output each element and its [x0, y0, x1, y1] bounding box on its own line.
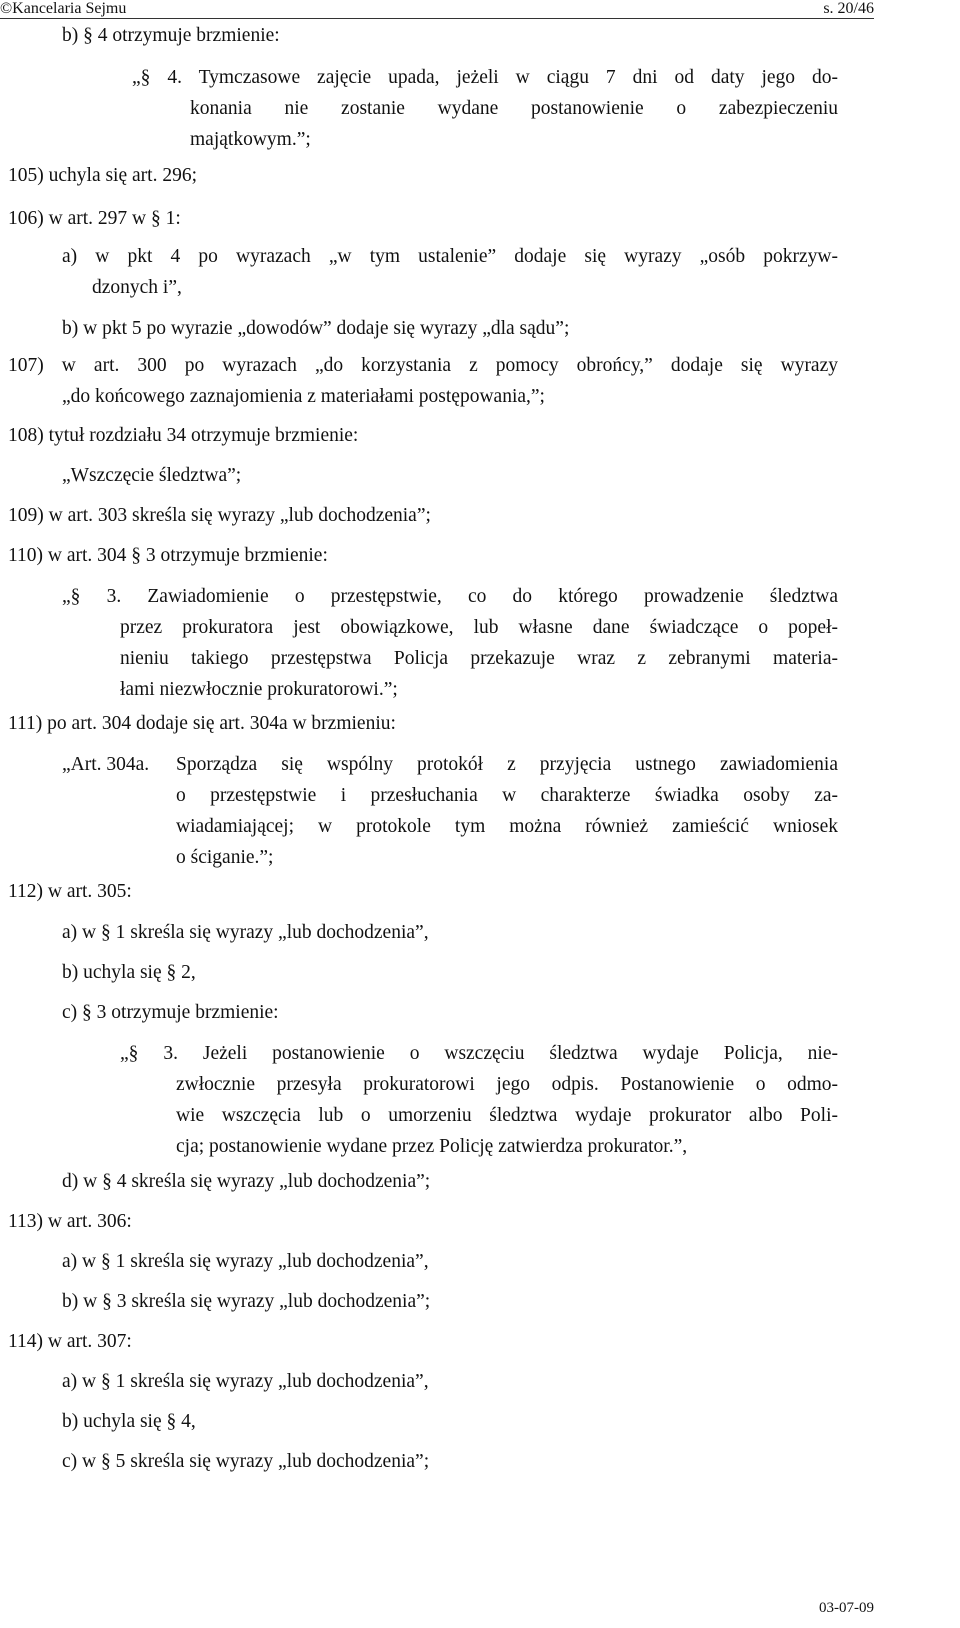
list-item: 114) w art. 307: [8, 1331, 132, 1352]
text-line: łami niezwłocznie prokuratorowi.”; [120, 679, 398, 700]
text-line: Sporządza się wspólny protokół z przyjęcia ustnego zawiadomienia [176, 754, 838, 775]
header-publisher: ©Kancelaria Sejmu [0, 0, 127, 17]
text-line: „do końcowego zaznajomienia z materiałami postępowania,”; [62, 386, 545, 407]
quote-block [120, 1038, 838, 1069]
list-item: 106) w art. 297 w § 1: [8, 208, 181, 229]
quoted-title: „Wszczęcie śledztwa”; [62, 465, 242, 486]
text-line: „§ 3. Zawiadomienie o przestępstwie, co do którego prowadzenie śledztwa [62, 586, 838, 607]
list-item: 112) w art. 305: [8, 881, 132, 902]
sub-item: c) § 3 otrzymuje brzmienie: [62, 1002, 279, 1023]
text-line: wie wszczęcia lub o umorzeniu śledztwa wydaje prokurator albo Poli- [176, 1105, 838, 1126]
sub-item: a) w § 1 skreśla się wyrazy „lub dochodzenia”, [62, 922, 429, 943]
text-line: konania nie zostanie wydane postanowienie o zabezpieczeniu [190, 98, 838, 119]
sub-item: c) w § 5 skreśla się wyrazy „lub dochodzenia”; [62, 1451, 430, 1472]
text-line: o ściganie.”; [176, 847, 274, 868]
quote-block [176, 749, 838, 873]
text-line: cja; postanowienie wydane przez Policję zatwierdza prokurator.”, [176, 1136, 688, 1157]
sub-item: b) uchyla się § 2, [62, 962, 196, 983]
text-line: o przestępstwie i przesłuchania w charakterze świadka osoby za- [176, 785, 838, 806]
sub-item: b) w pkt 5 po wyrazie „dowodów” dodaje się wyrazy „dla sądu”; [62, 318, 570, 339]
list-item [8, 350, 838, 381]
text-line: b) § 4 otrzymuje brzmienie: [62, 25, 280, 46]
sub-item: b) w § 3 skreśla się wyrazy „lub dochodzenia”; [62, 1291, 431, 1312]
text-line: a) w pkt 4 po wyrazach „w tym ustalenie” dodaje się wyrazy „osób pokrzyw- [62, 246, 838, 267]
sub-item: d) w § 4 skreśla się wyrazy „lub dochodzenia”; [62, 1171, 431, 1192]
header-page-number: s. 20/46 [823, 0, 874, 17]
sub-item [62, 241, 838, 272]
quote-block [132, 62, 838, 93]
list-item: 111) po art. 304 dodaje się art. 304a w brzmieniu: [8, 713, 396, 734]
text-line: zwłocznie przesyła prokuratorowi jego odpis. Postanowienie o odmo- [176, 1074, 838, 1095]
list-item: 113) w art. 306: [8, 1211, 132, 1232]
quote-block [62, 581, 838, 612]
text-line: 107) w art. 300 po wyrazach „do korzystania z pomocy obrońcy,” dodaje się wyrazy [8, 355, 838, 376]
text-line: „§ 4. Tymczasowe zajęcie upada, jeżeli w ciągu 7 dni od daty jego do- [132, 67, 838, 88]
footer-date: 03-07-09 [819, 1600, 874, 1616]
sub-item: b) uchyla się § 4, [62, 1411, 196, 1432]
text-line: dzonych i”, [92, 277, 182, 298]
quote-block [190, 93, 838, 155]
list-item: 110) w art. 304 § 3 otrzymuje brzmienie: [8, 545, 328, 566]
page-header [0, 0, 874, 19]
text-line: majątkowym.”; [190, 129, 311, 150]
text-line: „§ 3. Jeżeli postanowienie o wszczęciu śledztwa wydaje Policja, nie- [120, 1043, 838, 1064]
quote-block [176, 1069, 838, 1162]
list-item: 105) uchyla się art. 296; [8, 165, 197, 186]
quote-block [120, 612, 838, 705]
text-line: nieniu takiego przestępstwa Policja przekazuje wraz z zebranymi materia- [120, 648, 838, 669]
text-line: przez prokuratora jest obowiązkowe, lub własne dane świadczące o popeł- [120, 617, 838, 638]
sub-item: a) w § 1 skreśla się wyrazy „lub dochodzenia”, [62, 1251, 429, 1272]
text-line: wiadamiającej; w protokole tym można również zamieścić wniosek [176, 816, 838, 837]
sub-item: a) w § 1 skreśla się wyrazy „lub dochodzenia”, [62, 1371, 429, 1392]
list-item: 109) w art. 303 skreśla się wyrazy „lub dochodzenia”; [8, 505, 431, 526]
list-item: 108) tytuł rozdziału 34 otrzymuje brzmienie: [8, 425, 359, 446]
article-label: „Art. 304a. [62, 754, 150, 775]
